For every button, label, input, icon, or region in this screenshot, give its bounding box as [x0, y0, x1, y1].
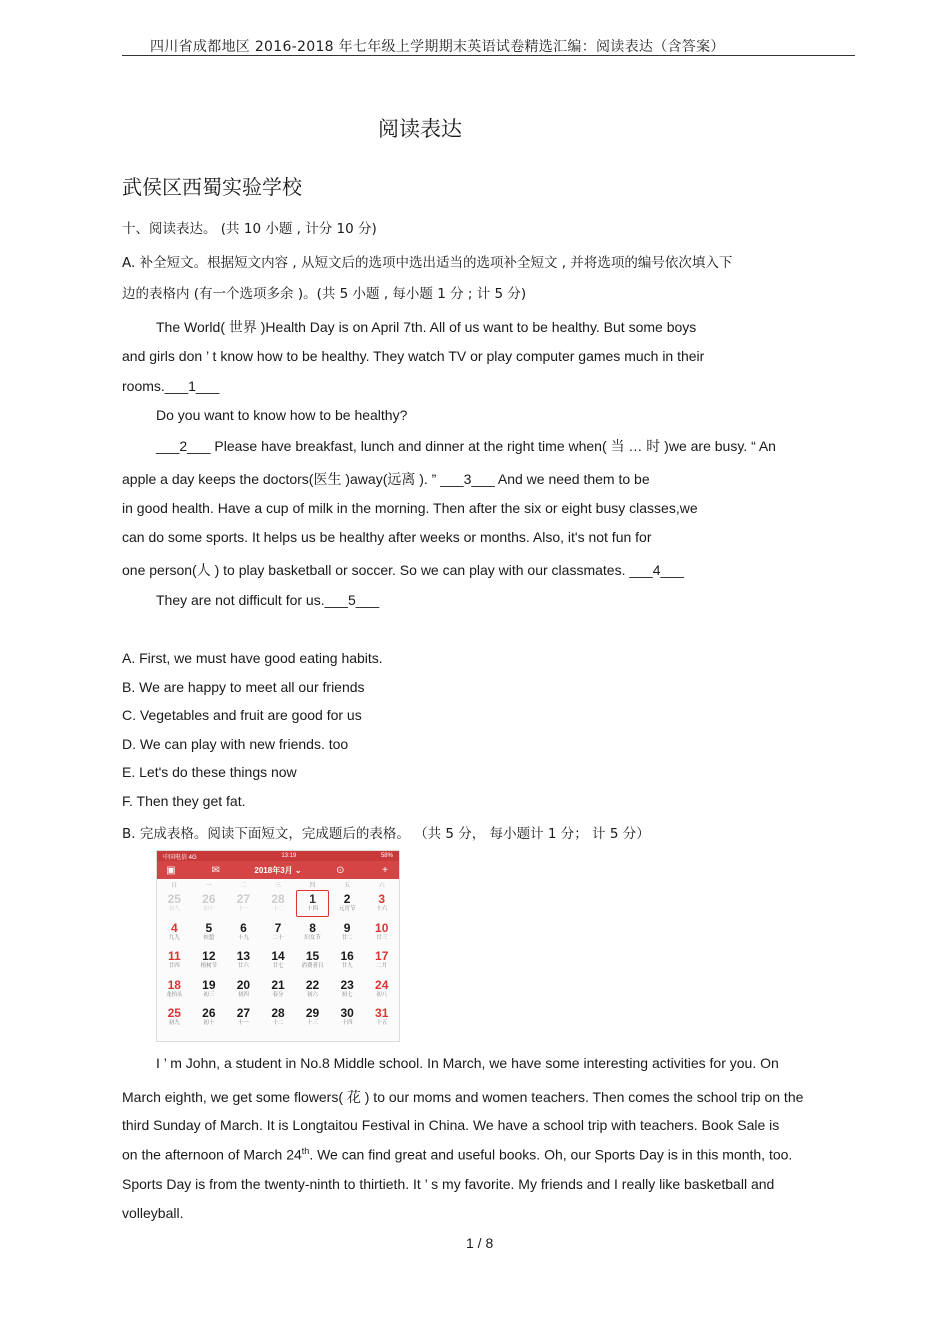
lunar-label: 元宵节: [338, 906, 356, 912]
calendar-day: [192, 889, 227, 918]
calendar-day: [157, 918, 192, 947]
calendar-day: [364, 918, 399, 947]
calendar-day: [295, 889, 330, 918]
passage-a-line: They are not difficult for us.___5___: [156, 592, 380, 608]
lunar-label: 十一: [237, 1020, 249, 1027]
weekday-label: 三: [274, 882, 281, 889]
passage-a-line: and girls don ’ t know how to be healthy. They watch TV or play computer games much in their: [122, 348, 705, 364]
weekday-label: 四: [309, 882, 316, 889]
day-number: 26: [202, 892, 216, 906]
section-heading: 十、阅读表达。 (共 10 小题 , 计分 10 分): [122, 221, 377, 237]
day-number: 19: [202, 977, 216, 992]
calendar-day: [261, 975, 296, 1004]
passage-b-line: [122, 1146, 792, 1163]
lunar-label: 二月: [376, 963, 388, 970]
lunar-label: 九九: [168, 934, 180, 941]
passage-b-line: third Sunday of March. It is Longtaitou Festival in China. We have a school trip with teachers. Book Sale is: [122, 1117, 780, 1133]
lunar-label: 初十: [203, 906, 215, 912]
mail-icon: ✉: [211, 864, 220, 876]
page-title: 阅读表达: [378, 117, 462, 141]
day-number: 24: [375, 977, 389, 992]
day-number: 10: [375, 920, 389, 935]
weekday-header: [157, 879, 399, 889]
passage-a-line: in good health. Have a cup of milk in the morning. Then after the six or eight busy classes,we: [122, 500, 698, 516]
day-number: 3: [378, 892, 386, 906]
passage-b-line: I ’ m John, a student in No.8 Middle school. In March, we have some interesting activities for you. On: [156, 1055, 779, 1071]
day-number: 15: [305, 949, 320, 964]
lunar-label: 十四: [307, 906, 319, 912]
option-c: C. Vegetables and fruit are good for us: [122, 707, 362, 723]
superscript-th: th: [301, 1146, 310, 1156]
passage-a-line: rooms.___1___: [122, 378, 220, 394]
school-heading: 武侯区西蜀实验学校: [122, 175, 302, 199]
day-number: 16: [340, 949, 354, 964]
calendar-day: [330, 889, 365, 918]
calendar-day: [330, 918, 365, 947]
lunar-label: 十一: [237, 906, 249, 912]
day-number: 4: [170, 920, 178, 935]
day-number: 14: [271, 949, 285, 964]
calendar-day: [261, 1003, 296, 1032]
day-number: 27: [236, 892, 251, 906]
day-number: 8: [309, 920, 316, 935]
day-number: 9: [343, 920, 351, 935]
calendar-day: [364, 1003, 399, 1032]
page-number: 1 / 8: [466, 1235, 494, 1251]
day-number: 17: [375, 949, 389, 964]
calendar-screenshot: [156, 850, 400, 1042]
calendar-day: [226, 975, 261, 1004]
lunar-label: 十六: [376, 906, 388, 912]
day-number: 1: [309, 892, 316, 906]
calendar-day: [261, 946, 296, 975]
lunar-label: 十五: [376, 1020, 388, 1027]
lunar-label: 初十: [203, 1020, 215, 1027]
calendar-day: [330, 975, 365, 1004]
passage-b-text: . We can find great and useful books. Oh, our Sports Day is in this month, too.: [309, 1146, 793, 1163]
calendar-toolbar: [157, 861, 399, 879]
day-number: 21: [271, 977, 285, 992]
lunar-label: 二十: [272, 934, 284, 941]
option-f: F. Then they get fat.: [122, 793, 246, 809]
calendar-day: [261, 889, 296, 918]
day-number: 30: [340, 1006, 354, 1021]
passage-a-line: The World( 世界 )Health Day is on April 7th. All of us want to be healthy. But some boys: [156, 319, 697, 335]
weekday-label: 六: [378, 882, 385, 889]
lunar-label: 廿六: [237, 963, 249, 970]
calendar-day: [157, 889, 192, 918]
calendar-day: [192, 975, 227, 1004]
day-number: 26: [202, 1006, 216, 1021]
calendar-icon: ▣: [166, 864, 176, 876]
calendar-day: [295, 946, 330, 975]
clock-label: 13:19: [281, 853, 297, 859]
lunar-label: 十四: [341, 1020, 353, 1027]
weekday-label: 五: [344, 882, 351, 889]
passage-a-line: apple a day keeps the doctors(医生 )away(远离 ). ” ___3___ And we need them to be: [122, 471, 650, 487]
calendar-day: [261, 918, 296, 947]
day-number: 31: [375, 1006, 389, 1021]
lunar-label: 妇女节: [304, 934, 321, 941]
day-number: 12: [202, 949, 216, 964]
calendar-day: [364, 946, 399, 975]
lunar-label: 廿九: [341, 963, 353, 970]
passage-b-line: volleyball.: [122, 1205, 184, 1221]
lunar-label: 十二: [272, 1020, 284, 1027]
calendar-day: [295, 975, 330, 1004]
day-number: 13: [236, 949, 251, 964]
lunar-label: 廿二: [341, 934, 353, 941]
lunar-label: 初七: [341, 991, 353, 998]
calendar-day: [157, 975, 192, 1004]
add-icon: +: [382, 864, 388, 876]
day-number: 18: [167, 977, 181, 992]
header-rule: [122, 55, 855, 56]
lunar-label: 初九: [168, 906, 180, 912]
running-header: 四川省成都地区 2016-2018 年七年级上学期期末英语试卷精选汇编：阅读表达（含答案）: [150, 39, 725, 55]
lunar-label: 十二: [272, 906, 284, 912]
battery-label: 58%: [380, 853, 393, 859]
lunar-label: 廿七: [272, 963, 284, 970]
carrier-label: 中国电信 4G: [163, 854, 197, 861]
calendar-day: [157, 946, 192, 975]
weekday-label: 一: [205, 882, 212, 889]
part-a-instruction-line2: 边的表格内 (有一个选项多余 )。(共 5 小题 , 每小题 1 分 ; 计 5 分): [122, 286, 527, 302]
calendar-day: [226, 889, 261, 918]
lunar-label: 龙抬头: [166, 991, 183, 998]
day-number: 23: [340, 977, 354, 992]
day-number: 27: [236, 1006, 251, 1021]
lunar-label: 十三: [307, 1020, 319, 1027]
day-number: 28: [271, 1006, 285, 1021]
calendar-day: [226, 1003, 261, 1032]
lunar-label: 初八: [376, 991, 388, 998]
calendar-day: [330, 946, 365, 975]
lunar-label: 春分: [272, 991, 284, 998]
lunar-label: 植树节: [200, 963, 218, 970]
weekday-label: 日: [171, 882, 178, 889]
day-number: 7: [274, 920, 282, 935]
option-d: D. We can play with new friends. too: [122, 736, 349, 752]
passage-a-line: Do you want to know how to be healthy?: [156, 407, 408, 423]
calendar-day: [295, 1003, 330, 1032]
day-number: 29: [305, 1006, 320, 1021]
passage-b-line: March eighth, we get some flowers( 花 ) to our moms and women teachers. Then comes the school trip on the: [122, 1089, 804, 1105]
calendar-day: [157, 1003, 192, 1032]
lunar-label: 消费者日: [301, 963, 324, 970]
calendar-day: [226, 946, 261, 975]
option-a: A. First, we must have good eating habits.: [122, 650, 383, 666]
calendar-day: [192, 946, 227, 975]
lunar-label: 初三: [203, 991, 215, 998]
passage-b-line: Sports Day is from the twenty-ninth to thirtieth. It ’ s my favorite. My friends and I really like basketball and: [122, 1176, 775, 1192]
passage-b-text: on the afternoon of March 24: [122, 1146, 302, 1163]
part-b-instruction: B. 完成表格。阅读下面短文，完成题后的表格。 （共 5 分， 每小题计 1 分； 计 5 分）: [122, 826, 650, 842]
phone-status-bar: [157, 851, 399, 861]
day-number: 6: [240, 920, 247, 935]
lunar-label: 廿三: [376, 934, 388, 941]
weekday-label: 二: [240, 882, 247, 889]
calendar-day: [226, 918, 261, 947]
lunar-label: 惊蛰: [203, 934, 215, 941]
part-a-instruction-line1: A. 补全短文。根据短文内容 , 从短文后的选项中选出适当的选项补全短文 , 并将选项的编号依次填入下: [122, 255, 733, 271]
lunar-label: 初六: [307, 991, 319, 998]
option-b: B. We are happy to meet all our friends: [122, 679, 365, 695]
day-number: 20: [236, 977, 251, 992]
day-number: 5: [205, 920, 213, 935]
day-number: 25: [167, 1006, 181, 1021]
lunar-label: 廿四: [168, 963, 180, 970]
calendar-day: [295, 918, 330, 947]
month-title: 2018年3月 ⌄: [254, 865, 302, 875]
calendar-day: [192, 918, 227, 947]
passage-a-line: one person(人 ) to play basketball or soccer. So we can play with our classmates. ___4___: [122, 562, 684, 578]
calendar-grid: [157, 889, 399, 1032]
calendar-day: [364, 889, 399, 918]
calendar-day: [192, 1003, 227, 1032]
day-number: 11: [167, 949, 181, 964]
day-number: 28: [271, 892, 285, 906]
day-number: 22: [305, 977, 320, 992]
today-icon: ⊙: [336, 864, 345, 876]
calendar-day: [364, 975, 399, 1004]
lunar-label: 初九: [168, 1020, 180, 1027]
lunar-label: 初四: [237, 991, 249, 998]
passage-a-line: ___2___ Please have breakfast, lunch and dinner at the right time when( 当 … 时 )we are busy. “ An: [156, 438, 776, 454]
day-number: 2: [343, 892, 351, 906]
calendar-day: [330, 1003, 365, 1032]
option-e: E. Let's do these things now: [122, 764, 297, 780]
day-number: 25: [167, 892, 181, 906]
lunar-label: 十九: [237, 934, 249, 941]
passage-a-line: can do some sports. It helps us be healthy after weeks or months. Also, it's not fun for: [122, 529, 652, 545]
